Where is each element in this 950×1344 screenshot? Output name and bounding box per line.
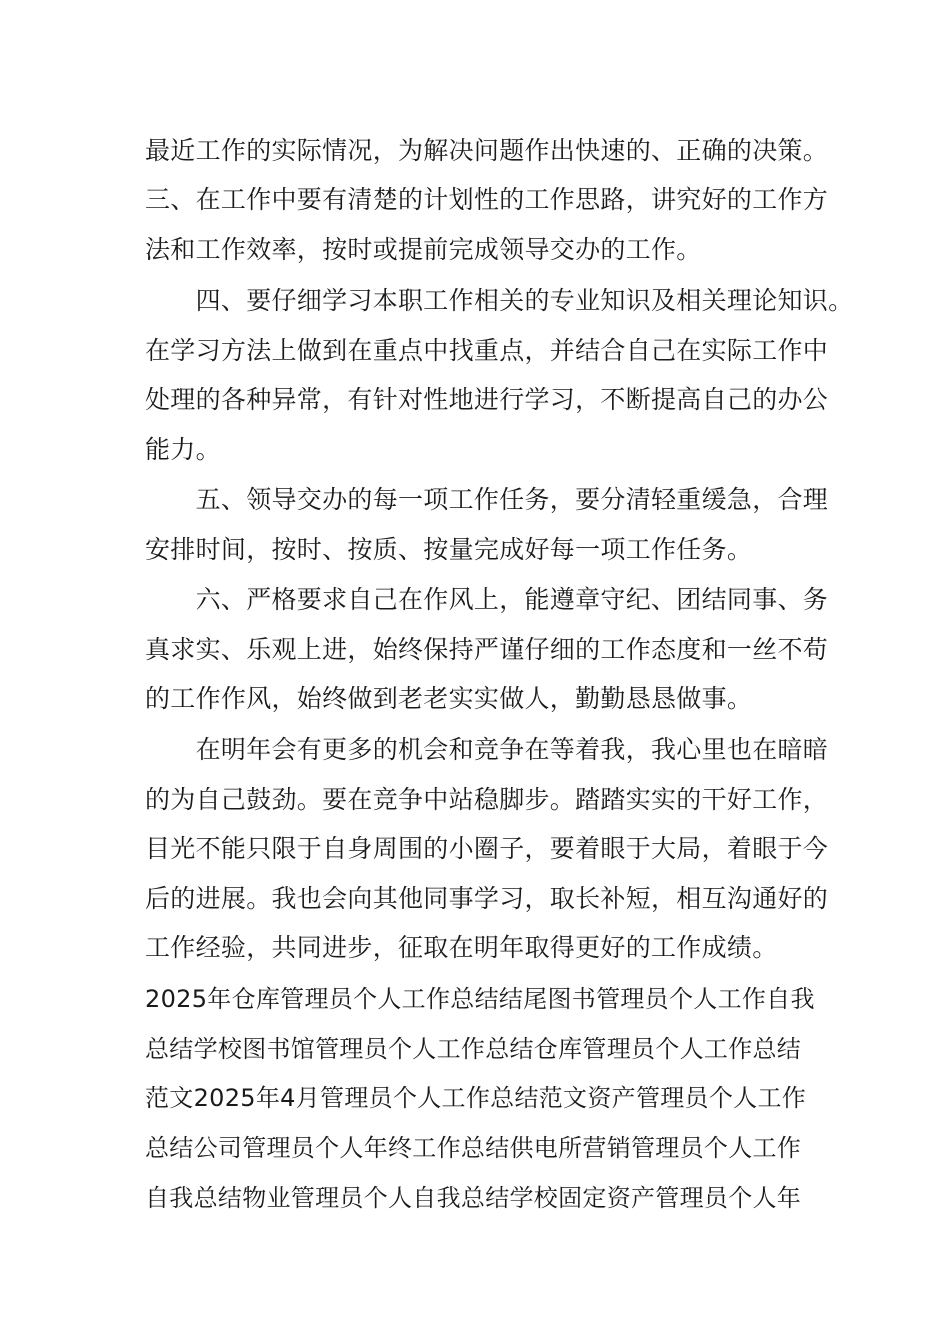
body-text-line: 在学习方法上做到在重点中找重点，并结合自己在实际工作中 bbox=[145, 336, 829, 365]
related-titles-line: 范文2025年4月管理员个人工作总结范文资产管理员个人工作 bbox=[145, 1084, 807, 1112]
body-text-line: 的为自己鼓劲。要在竞争中站稳脚步。踏踏实实的干好工作， bbox=[145, 785, 829, 814]
body-text-line: 三、在工作中要有清楚的计划性的工作思路，讲究好的工作方 bbox=[145, 185, 829, 214]
body-text-line: 在明年会有更多的机会和竞争在等着我，我心里也在暗暗 bbox=[145, 735, 829, 764]
body-text-line: 六、严格要求自己在作风上，能遵章守纪、团结同事、务 bbox=[145, 585, 829, 614]
body-text-line: 处理的各种异常，有针对性地进行学习，不断提高自己的办公 bbox=[145, 385, 829, 414]
body-text-line: 安排时间，按时、按质、按量完成好每一项工作任务。 bbox=[145, 535, 753, 564]
body-text-line: 法和工作效率，按时或提前完成领导交办的工作。 bbox=[145, 235, 702, 264]
related-titles-line: 总结学校图书馆管理员个人工作总结仓库管理员个人工作总结 bbox=[145, 1035, 802, 1063]
body-text-line: 四、要仔细学习本职工作相关的专业知识及相关理论知识。 bbox=[145, 286, 854, 315]
body-text-line: 能力。 bbox=[145, 435, 221, 464]
body-text-line: 目光不能只限于自身周围的小圈子，要着眼于大局，着眼于今 bbox=[145, 834, 829, 863]
body-text-line: 的工作作风，始终做到老老实实做人，勤勤恳恳做事。 bbox=[145, 684, 753, 713]
body-text-line: 工作经验，共同进步，征取在明年取得更好的工作成绩。 bbox=[145, 933, 778, 962]
body-text-line: 最近工作的实际情况，为解决问题作出快速的、正确的决策。 bbox=[145, 136, 829, 165]
related-titles-line: 总结公司管理员个人年终工作总结供电所营销管理员个人工作 bbox=[145, 1134, 802, 1162]
related-titles-line: 2025年仓库管理员个人工作总结结尾图书管理员个人工作自我 bbox=[145, 985, 815, 1013]
body-text-line: 后的进展。我也会向其他同事学习，取长补短，相互沟通好的 bbox=[145, 884, 829, 913]
related-titles-line: 自我总结物业管理员个人自我总结学校固定资产管理员个人年 bbox=[145, 1184, 802, 1212]
body-text-line: 五、领导交办的每一项工作任务，要分清轻重缓急，合理 bbox=[145, 485, 829, 514]
body-text-line: 真求实、乐观上进，始终保持严谨仔细的工作态度和一丝不苟 bbox=[145, 635, 829, 664]
